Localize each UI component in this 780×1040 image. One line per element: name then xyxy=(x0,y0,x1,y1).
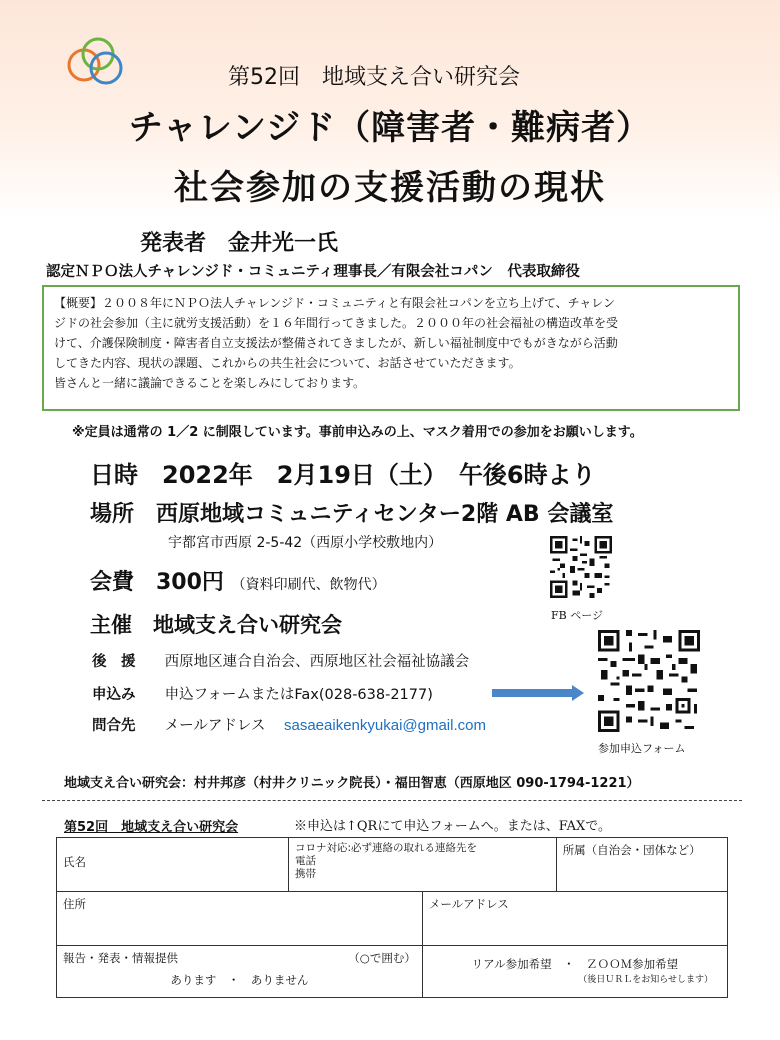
event-date: 日時 2022年 2月19日（土） 午後6時より xyxy=(90,461,596,489)
summary-line: ジドの社会参加（主に就労支援活動）を１６年間行ってきました。２０００年の社会福祉の構造改革を受 xyxy=(54,316,619,330)
organizer-contacts: 地域支え合い研究会：村井邦彦（村井クリニック院長）・福田智恵（西原地区 090-1794-1221） xyxy=(64,776,640,791)
address-field[interactable] xyxy=(57,892,423,946)
summary-line: してきた内容、現状の課題、これからの共生社会について、お話させていただきます。 xyxy=(54,356,521,370)
circle-instruction: （○で囲む） xyxy=(348,951,416,965)
summary-line: 皆さんと一緒に議論できることを楽しみにしております。 xyxy=(54,376,366,390)
phone-field[interactable] xyxy=(289,838,557,892)
phone-note: コロナ対応:必ず連絡の取れる連絡先を xyxy=(295,842,478,854)
event-host: 主催 地域支え合い研究会 xyxy=(90,613,342,637)
form-qr-code-icon[interactable] xyxy=(598,630,700,732)
venue-address: 宇都宮市西原 2-5-42（西原小学校敷地内） xyxy=(168,535,443,551)
apply-row xyxy=(92,683,433,704)
url-note: （後日ＵＲＬをお知らせします） xyxy=(578,975,713,985)
support-value: 西原地区連合自治会、西原地区社会福祉協議会 xyxy=(164,654,470,670)
contact-email-link[interactable]: sasaeaikenkyukai@gmail.com xyxy=(284,717,486,734)
cut-line-divider xyxy=(42,800,742,801)
contact-row xyxy=(92,714,486,735)
form-qr-caption: 参加申込フォーム xyxy=(598,742,686,755)
participation-options[interactable]: リアル参加希望 ・ ＺＯＯＭ参加希望 xyxy=(471,957,679,971)
participation-field[interactable] xyxy=(422,946,727,998)
affiliation-field[interactable] xyxy=(556,838,727,892)
summary-box xyxy=(42,285,740,411)
address-label: 住所 xyxy=(63,897,86,911)
support-row xyxy=(92,650,469,671)
fb-qr-code-icon[interactable] xyxy=(550,536,612,598)
contact-label: 問合先 xyxy=(92,718,136,734)
info-label: 報告・発表・情報提供 xyxy=(63,951,178,965)
email-field[interactable] xyxy=(422,892,727,946)
main-title-line1: チャレンジド（障害者・難病者） xyxy=(128,108,652,148)
event-venue: 場所 西原地域コミュニティセンター2階 AB 会議室 xyxy=(90,502,614,527)
fee-amount: 会費 300円 xyxy=(90,570,224,595)
presenter-affiliation: 認定ＮＰＯ法人チャレンジド・コミュニティ理事長／有限会社コパン 代表取締役 xyxy=(46,264,580,280)
mobile-label: 携帯 xyxy=(295,868,316,880)
support-label: 後 援 xyxy=(92,654,136,670)
yes-no-options[interactable]: あります ・ ありません xyxy=(170,973,309,987)
main-title-line2: 社会参加の支援活動の現状 xyxy=(174,168,606,208)
fb-qr-caption: FB ページ xyxy=(551,609,603,622)
affiliation-label: 所属（自治会・団体など） xyxy=(562,843,701,857)
apply-value: 申込フォームまたはFax(028-638-2177) xyxy=(164,687,433,703)
email-label: メールアドレス xyxy=(428,897,509,911)
name-field[interactable] xyxy=(57,838,289,892)
event-fee xyxy=(90,565,386,596)
summary-line: 【概要】２００８年にＮＰＯ法人チャレンジド・コミュニティと有限会社コパンを立ち上げて、チャレン xyxy=(54,296,615,310)
registration-form-table xyxy=(56,837,728,998)
name-label: 氏名 xyxy=(63,855,86,869)
series-title: 第52回 地域支え合い研究会 xyxy=(228,65,520,90)
form-instructions: ※申込は↑QRにて申込フォームへ。または、FAXで。 xyxy=(294,819,611,834)
info-provision-field[interactable] xyxy=(57,946,423,998)
apply-label: 申込み xyxy=(92,687,136,703)
phone-label: 電話 xyxy=(295,855,316,867)
contact-value: メールアドレス xyxy=(164,718,266,734)
presenter-name: 発表者 金井光一氏 xyxy=(140,231,339,256)
fee-note: （資料印刷代、飲物代） xyxy=(231,577,386,593)
logo-rings-icon xyxy=(62,36,130,90)
form-title: 第52回 地域支え合い研究会 xyxy=(64,820,239,835)
summary-line: けて、介護保険制度・障害者自立支援法が整備されてきましたが、新しい福祉制度中でもがきながら活動 xyxy=(54,336,618,350)
capacity-notice: ※定員は通常の 1／2 に制限しています。事前申込みの上、マスク着用での参加をお願いします。 xyxy=(72,425,643,440)
arrow-right-icon xyxy=(492,685,584,701)
